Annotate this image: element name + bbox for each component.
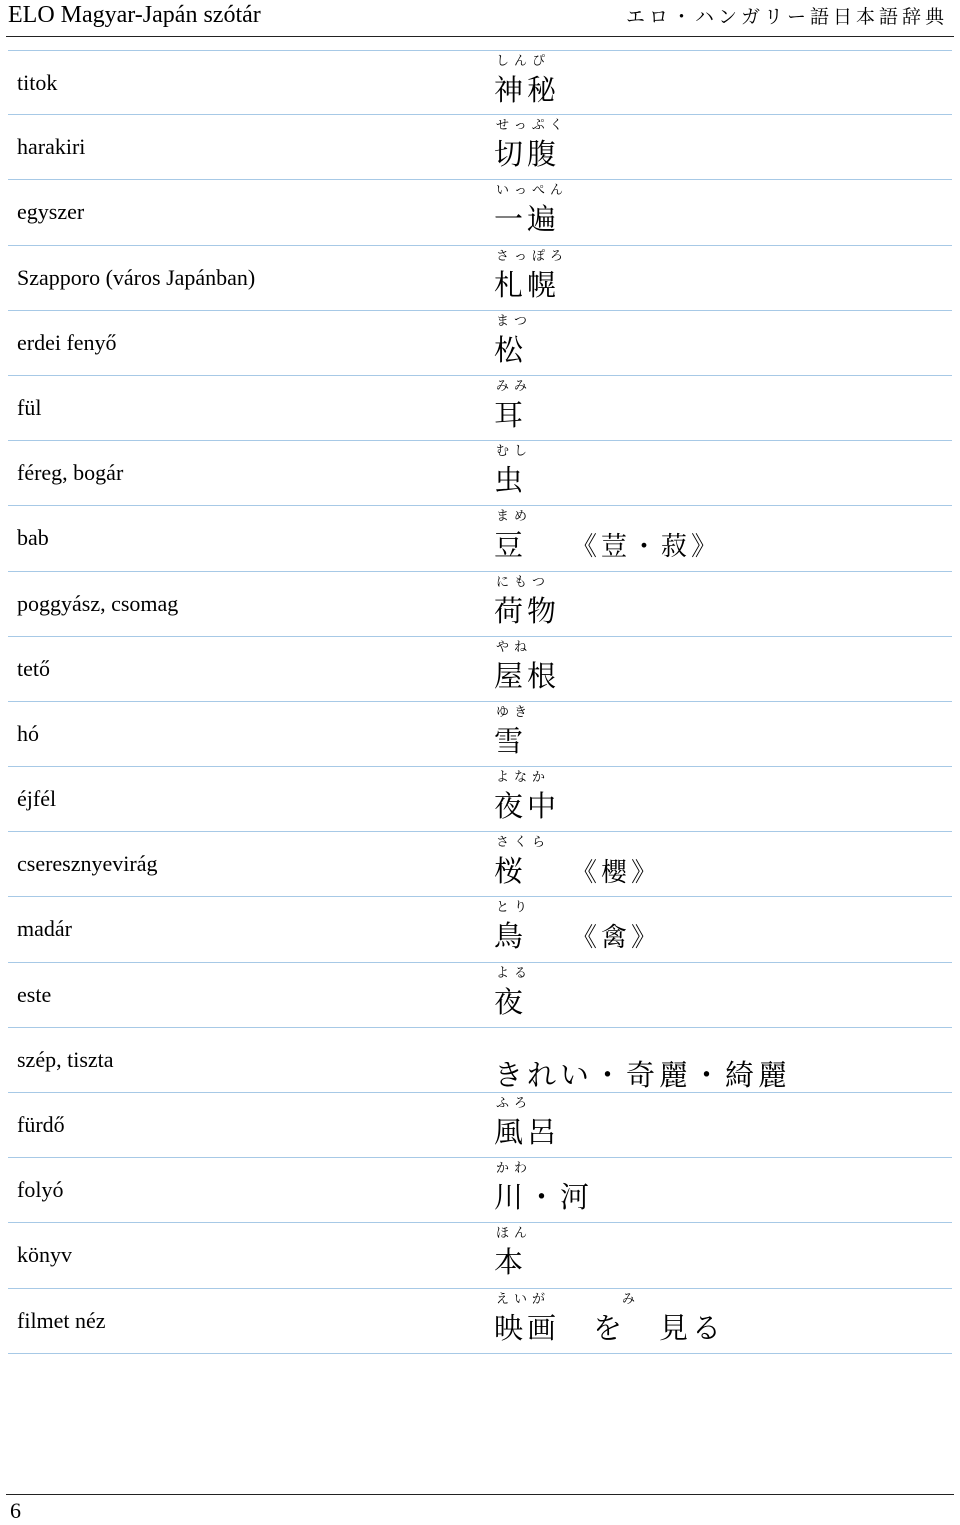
entry-row <box>8 311 952 376</box>
entry-row <box>8 767 952 832</box>
entry-row <box>8 832 952 897</box>
hungarian-term: Szapporo (város Japánban) <box>17 264 256 290</box>
kanji-text: 川・河 <box>494 1180 594 1215</box>
furigana-reading: えいが み <box>496 1291 641 1307</box>
hungarian-term: erdei fenyő <box>17 329 117 355</box>
hungarian-term: fül <box>17 394 42 420</box>
japanese-term <box>494 899 661 958</box>
kanji-text: 屋根 <box>494 658 561 693</box>
hungarian-term: bab <box>17 525 49 551</box>
japanese-word <box>494 1112 560 1152</box>
kanji-text: 本 <box>494 1245 528 1280</box>
japanese-word <box>494 656 560 696</box>
kanji-text: 札幌 <box>494 267 561 302</box>
kanji-text: きれい・奇麗・綺麗 <box>494 1057 792 1092</box>
japanese-word <box>494 265 568 305</box>
kanji-text: 切腹 <box>494 137 561 172</box>
variant-kanji: 《櫻》 <box>571 858 662 889</box>
japanese-term <box>494 313 532 370</box>
entry-row <box>8 115 952 180</box>
japanese-term <box>494 248 568 305</box>
japanese-term <box>494 965 532 1022</box>
kanji-text: 松 <box>494 332 528 367</box>
page-number: 6 <box>10 1498 21 1523</box>
entry-row <box>8 1093 952 1158</box>
japanese-term <box>494 1291 725 1348</box>
kanji-text: 鳥 <box>494 919 528 954</box>
hungarian-term: egyszer <box>17 199 85 225</box>
japanese-term <box>494 53 560 110</box>
kanji-text: 雪 <box>494 723 528 758</box>
japanese-word <box>494 70 560 110</box>
japanese-word <box>494 721 532 761</box>
japanese-word <box>494 1308 725 1348</box>
entry-row <box>8 702 952 767</box>
furigana-reading: むし <box>496 444 533 460</box>
japanese-word <box>494 134 568 174</box>
entry-row <box>8 1158 952 1223</box>
japanese-word <box>494 982 532 1022</box>
furigana-reading: よなか <box>496 770 551 786</box>
kanji-text: 虫 <box>494 463 528 498</box>
kanji-text: 一遍 <box>494 202 561 237</box>
variant-kanji: 《禽》 <box>571 923 662 954</box>
hungarian-term: féreg, bogár <box>17 460 124 486</box>
japanese-word <box>494 591 560 631</box>
hungarian-term: éjfél <box>17 786 57 812</box>
furigana-reading: ふろ <box>496 1096 533 1111</box>
japanese-term <box>494 117 568 174</box>
hungarian-term: harakiri <box>17 134 86 160</box>
kanji-text: 桜 <box>494 854 528 889</box>
kanji-text: 豆 <box>494 528 528 563</box>
furigana-reading: まつ <box>496 313 533 329</box>
japanese-word <box>494 460 532 500</box>
japanese-term <box>494 639 560 696</box>
entry-row <box>8 441 952 506</box>
entry-row <box>8 572 952 637</box>
kanji-text: 夜中 <box>494 789 561 824</box>
japanese-term <box>494 378 532 435</box>
entry-row <box>8 897 952 962</box>
japanese-term <box>494 704 532 761</box>
entry-row <box>8 1028 952 1093</box>
hungarian-term: este <box>17 981 52 1007</box>
furigana-reading: さくら <box>496 835 551 851</box>
furigana-reading <box>494 1030 791 1047</box>
hungarian-term: titok <box>17 70 58 95</box>
japanese-word <box>494 1242 532 1282</box>
japanese-term <box>494 574 560 631</box>
footer-rule <box>6 1494 954 1495</box>
kanji-text: 荷物 <box>494 593 561 628</box>
japanese-word <box>494 525 721 567</box>
hungarian-term: poggyász, csomag <box>17 590 179 616</box>
furigana-reading: かわ <box>496 1161 533 1177</box>
japanese-word <box>494 199 568 239</box>
japanese-word <box>494 395 532 435</box>
japanese-word <box>494 1047 791 1095</box>
entry-row <box>8 637 952 702</box>
japanese-term <box>494 834 661 893</box>
furigana-reading: まめ <box>496 509 533 525</box>
furigana-reading: やね <box>496 639 533 655</box>
japanese-word <box>494 851 661 893</box>
hungarian-term: madár <box>17 916 72 942</box>
entry-row <box>8 963 952 1028</box>
furigana-reading: さっぽろ <box>496 248 569 264</box>
furigana-reading: ほん <box>496 1226 533 1242</box>
hungarian-term: fürdő <box>17 1112 65 1137</box>
japanese-term <box>494 1030 791 1095</box>
entry-row <box>8 246 952 311</box>
kanji-text: 耳 <box>494 397 528 432</box>
furigana-reading: にもつ <box>496 574 551 590</box>
japanese-word <box>494 786 560 826</box>
furigana-reading: みみ <box>496 378 533 394</box>
entry-row <box>8 50 952 115</box>
japanese-term <box>494 1160 593 1217</box>
entry-row <box>8 376 952 441</box>
kanji-text: 映画 を 見る <box>494 1310 726 1345</box>
furigana-reading: とり <box>496 900 533 916</box>
japanese-term <box>494 182 568 239</box>
hungarian-term: könyv <box>17 1242 72 1268</box>
hungarian-term: cseresznyevirág <box>17 851 158 877</box>
hungarian-term: filmet néz <box>17 1307 106 1333</box>
furigana-reading: よる <box>496 965 533 981</box>
japanese-term <box>494 443 532 500</box>
hungarian-term: szép, tiszta <box>17 1046 114 1072</box>
japanese-term <box>494 1095 560 1152</box>
hungarian-term: tető <box>17 655 50 681</box>
page-header <box>6 0 954 37</box>
kanji-text: 夜 <box>494 984 528 1019</box>
furigana-reading: いっぺん <box>496 183 569 199</box>
japanese-term <box>494 769 560 826</box>
variant-kanji: 《荳・菽》 <box>571 532 722 563</box>
japanese-word <box>494 916 661 958</box>
furigana-reading: せっぷく <box>496 118 568 134</box>
hungarian-term: folyó <box>17 1177 64 1203</box>
hungarian-term: hó <box>17 720 39 746</box>
kanji-text: 風呂 <box>494 1115 561 1149</box>
japanese-word <box>494 1177 593 1217</box>
entry-row <box>8 506 952 571</box>
japanese-term <box>494 1225 532 1282</box>
japanese-term <box>494 508 721 567</box>
dictionary-title-japanese: エロ・ハンガリー語日本語辞典 <box>625 6 948 28</box>
furigana-reading: しんぴ <box>496 54 551 69</box>
entry-row <box>8 1289 952 1354</box>
entry-row <box>8 1223 952 1288</box>
kanji-text: 神秘 <box>494 73 561 107</box>
entry-row <box>8 180 952 245</box>
japanese-word <box>494 330 532 370</box>
dictionary-title: ELO Magyar-Japán szótár <box>8 2 261 28</box>
entry-list <box>8 50 952 1354</box>
furigana-reading: ゆき <box>496 704 533 720</box>
